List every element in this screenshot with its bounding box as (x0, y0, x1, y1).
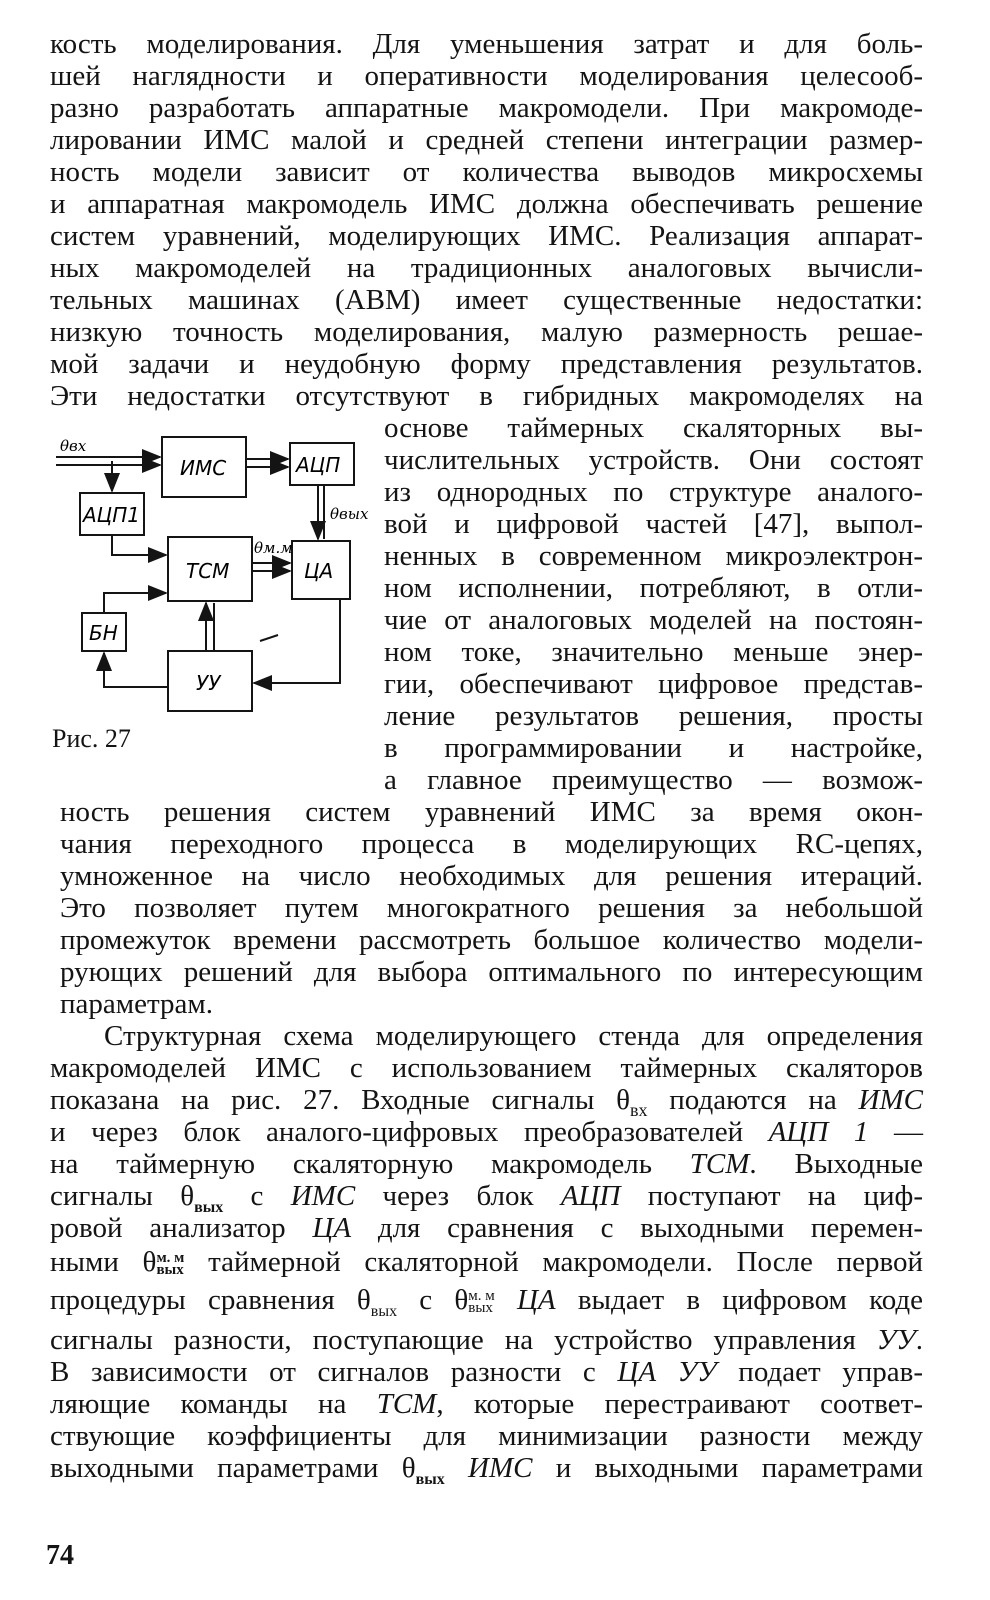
text-line: разно разработать аппаратные макромодели. При макромоде- (50, 92, 923, 124)
text-line: на таймерную скаляторную макромодель ТСМ. Выходные (50, 1148, 923, 1180)
text-line: сигналы $\theta_{вых}$ с ИМС через блок АЦП поступают на циф- (50, 1180, 924, 1216)
text-line: чие от аналоговых моделей на постоян- (384, 604, 923, 636)
text-line: ляющие команды на ТСМ, которые перестраивают соответ- (50, 1388, 924, 1420)
text-line: макромоделей ИМС с использованием таймерных скаляторов (50, 1052, 923, 1084)
text-line: параметрам. (60, 988, 213, 1020)
label-acp: АЦП (296, 453, 341, 477)
text-line: гии, обеспечивают цифровое представ- (384, 668, 923, 700)
text-line: показана на рис. 27. Входные сигналы $\theta_{вх}$ подаются на ИМС (50, 1084, 923, 1120)
text-line: рующих решений для выбора оптимального по интересующим (60, 956, 923, 988)
label-ca: ЦА (304, 559, 334, 583)
label-bn: БН (89, 621, 118, 645)
text-line: вой и цифровой частей [47], выпол- (384, 508, 923, 540)
text-line: ность модели зависит от количества выводов микросхемы (50, 156, 923, 188)
text-line: числительных устройств. Они состоят (384, 444, 923, 476)
signal-theta-mm: θм.м (254, 539, 293, 557)
block-diagram (40, 425, 385, 725)
signal-theta-in: θвх (60, 437, 87, 455)
text-line: и через блок аналого-цифровых преобразователей АЦП 1 — (50, 1116, 923, 1148)
label-ims: ИМС (180, 456, 227, 480)
text-line: выходными параметрами $\theta_{вых}$ ИМС и выходными параметрами (50, 1452, 923, 1488)
text-line: ном токе, значительно меньше энер- (384, 636, 923, 668)
text-line: Структурная схема моделирующего стенда для определения (104, 1020, 923, 1052)
text-line: ность решения систем уравнений ИМС за время окон- (60, 796, 923, 828)
figure-caption: Рис. 27 (52, 724, 131, 753)
page-number: 74 (46, 1540, 74, 1571)
text-line: Это позволяет путем многократного решения за небольшой (60, 892, 923, 924)
text-line: ление результатов решения, просты (384, 700, 923, 732)
text-line: ными θм. м вых таймерной скаляторной макромодели. После первой (50, 1246, 923, 1279)
text-line: мой задачи и неудобную форму представления результатов. (50, 348, 923, 380)
text-line: ствующие коэффициенты для минимизации разности между (50, 1420, 923, 1452)
text-line: умноженное на число необходимых для решения итераций. (60, 860, 923, 892)
text-line: шей наглядности и оперативности моделирования целесооб- (50, 60, 923, 92)
text-line: из однородных по структуре аналого- (384, 476, 923, 508)
label-acp1: АЦП1 (83, 503, 140, 527)
text-line: ных макромоделей на традиционных аналоговых вычисли- (50, 252, 923, 284)
label-tsm: ТСМ (186, 559, 230, 583)
text-line: в программировании и настройке, (384, 732, 923, 764)
text-line: низкую точность моделирования, малую размерность решае- (50, 316, 923, 348)
text-line: систем уравнений, моделирующих ИМС. Реализация аппарат- (50, 220, 923, 252)
signal-theta-out: θвых (330, 505, 369, 523)
text-line: процедуры сравнения $\theta_{вых}$ с θм. м вых ЦА выдает в цифровом коде (50, 1284, 924, 1320)
text-line: Эти недостатки отсутствуют в гибридных макромоделях на (50, 380, 923, 412)
label-uu: УУ (196, 671, 221, 695)
text-line: а главное преимущество — возмож- (384, 764, 923, 796)
text-line: промежуток времени рассмотреть большое количество модели- (60, 924, 923, 956)
text-line: лировании ИМС малой и средней степени интеграции размер- (50, 124, 923, 156)
text-line: тельных машинах (АВМ) имеет существенные недостатки: (50, 284, 923, 316)
figure-27 (40, 425, 385, 725)
text-line: ном исполнении, потребляют, в отли- (384, 572, 923, 604)
text-line: ненных в современном микроэлектрон- (384, 540, 923, 572)
text-line: сигналы разности, поступающие на устройство управления УУ. (50, 1324, 923, 1356)
text-line: основе таймерных скаляторных вы- (384, 412, 923, 444)
text-line: чания переходного процесса в моделирующих RC-цепях, (60, 828, 923, 860)
text-line: и аппаратная макромодель ИМС должна обеспечивать решение (50, 188, 923, 220)
text-line: В зависимости от сигналов разности с ЦА УУ подает управ- (50, 1356, 923, 1388)
text-line: кость моделирования. Для уменьшения затрат и для боль- (50, 28, 923, 60)
text-line: ровой анализатор ЦА для сравнения с выходными перемен- (50, 1212, 924, 1244)
